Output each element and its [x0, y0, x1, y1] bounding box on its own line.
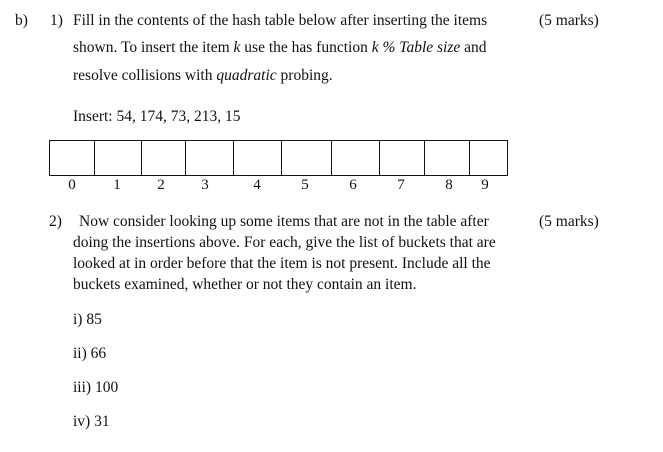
hash-cell-1[interactable] — [95, 141, 142, 175]
hash-cell-7[interactable] — [380, 141, 425, 175]
hash-cell-4[interactable] — [234, 141, 282, 175]
hash-cell-8[interactable] — [425, 141, 470, 175]
lookup-item-iv: iv) 31 — [73, 413, 110, 430]
hash-function: k % Table size — [371, 39, 461, 56]
hash-cell-6[interactable] — [332, 141, 380, 175]
hash-table — [49, 140, 508, 176]
text: resolve collisions with — [73, 67, 217, 84]
variable-k: k — [233, 39, 241, 56]
part-2-marks: (5 marks) — [539, 213, 599, 230]
index-label-2: 2 — [157, 177, 165, 193]
text: use the has function — [240, 39, 372, 56]
part-1-line-1 — [73, 12, 487, 30]
index-label-3: 3 — [201, 177, 209, 193]
hash-cell-2[interactable] — [142, 141, 186, 175]
lookup-item-i: i) 85 — [73, 311, 102, 328]
index-label-5: 5 — [301, 177, 309, 193]
index-label-4: 4 — [253, 177, 261, 193]
index-label-7: 7 — [397, 177, 405, 193]
part-2-line-2: doing the insertions above. For each, give the list of buckets that are — [73, 234, 496, 251]
lookup-item-ii: ii) 66 — [73, 345, 107, 362]
index-label-0: 0 — [68, 177, 76, 193]
lookup-item-iii: iii) 100 — [73, 379, 119, 396]
text: and — [460, 39, 487, 56]
part-2-line-3: looked at in order before that the item is not present. Include all the — [73, 255, 491, 272]
hash-cell-3[interactable] — [186, 141, 234, 175]
part-2-line-1: Now consider looking up some items that are not in the table after — [79, 213, 489, 230]
part-1-line-3 — [73, 67, 333, 85]
probing-type: quadratic — [216, 67, 277, 84]
part-1-number: 1) — [50, 12, 63, 29]
text: shown. To insert the item — [73, 39, 234, 56]
hash-cell-5[interactable] — [282, 141, 332, 175]
part-2-line-4: buckets examined, whether or not they contain an item. — [73, 276, 417, 293]
part-1-line-2 — [73, 39, 487, 57]
question-label: b) — [15, 12, 28, 29]
hash-cell-0[interactable] — [50, 141, 95, 175]
index-label-6: 6 — [349, 177, 357, 193]
part-2-number: 2) — [49, 213, 62, 230]
index-label-1: 1 — [113, 177, 121, 193]
index-label-8: 8 — [445, 177, 453, 193]
insert-list: Insert: 54, 174, 73, 213, 15 — [73, 108, 241, 125]
part-1-marks: (5 marks) — [539, 12, 599, 29]
text: Fill in the contents of the hash table below after inserting the items — [73, 12, 488, 29]
text: probing. — [276, 67, 333, 84]
hash-cell-9[interactable] — [470, 141, 508, 175]
index-label-9: 9 — [481, 177, 489, 193]
